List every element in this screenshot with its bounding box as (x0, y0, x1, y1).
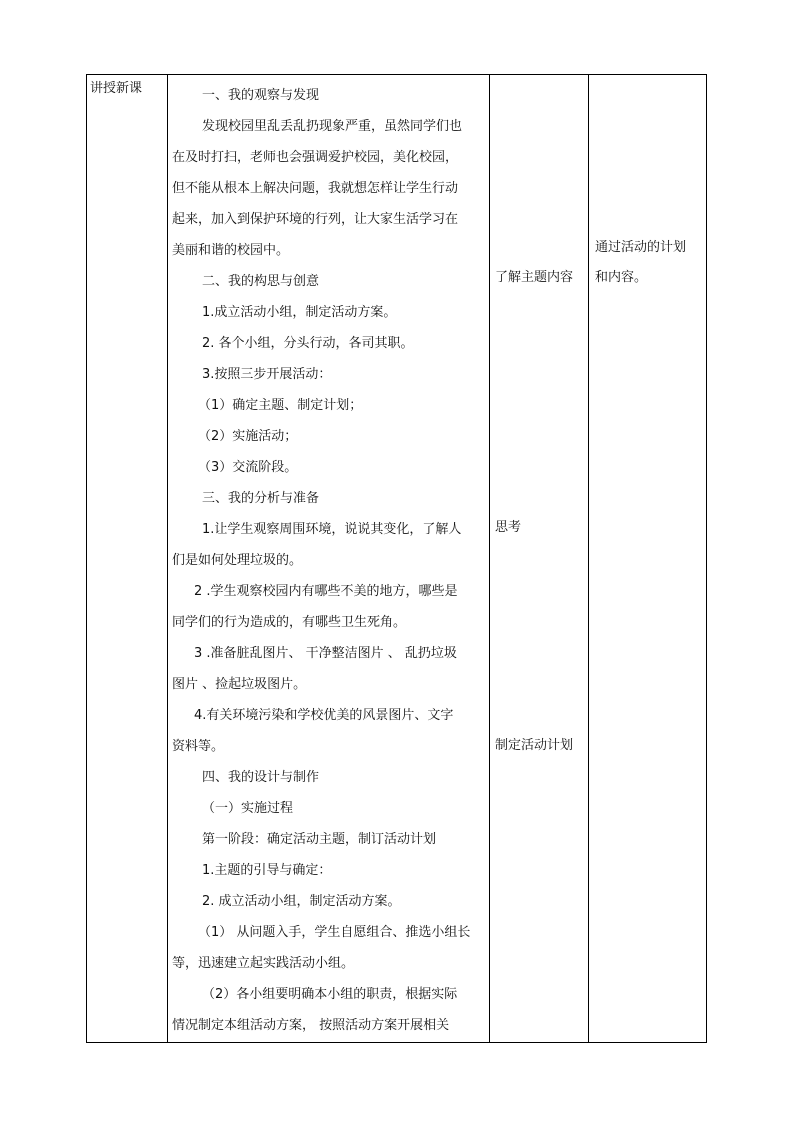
intent-line-1: 通过活动的计划 (595, 240, 687, 255)
table-border-bottom (86, 1042, 707, 1043)
design-item-3-line-1: （1） 从问题入手，学生自愿组合、推选小组长 (198, 925, 471, 940)
idea-item-1: 1.成立活动小组，制定活动方案。 (202, 305, 397, 320)
table-divider-2 (489, 74, 490, 1043)
student-activity-2: 思考 (495, 520, 522, 535)
analysis-3-line-1: 3 .准备脏乱图片、 干净整洁图片 、 乱扔垃圾 (194, 646, 457, 661)
teaching-content-cell (172, 80, 486, 1041)
heading-idea: 二、我的构思与创意 (202, 274, 320, 289)
student-activity-1: 了解主题内容 (495, 270, 574, 285)
analysis-2-line-1: 2 .学生观察校园内有哪些不美的地方，哪些是 (194, 584, 458, 599)
table-divider-3 (588, 74, 589, 1043)
student-activity-3: 制定活动计划 (495, 738, 574, 753)
idea-sub-2: （2）实施活动； (198, 429, 298, 444)
para1-line-3: 但不能从根本上解决问题，我就想怎样让学生行动 (172, 181, 459, 196)
idea-item-3: 3.按照三步开展活动： (202, 367, 332, 382)
para1-line-5: 美丽和谐的校园中。 (172, 243, 290, 258)
idea-sub-3: （3）交流阶段。 (198, 460, 298, 475)
process-heading: （一）实施过程 (202, 801, 294, 816)
table-border-left (86, 74, 87, 1043)
heading-observation: 一、我的观察与发现 (202, 88, 320, 103)
design-item-3-line-2: 等，迅速建立起实践活动小组。 (172, 956, 355, 971)
intent-line-2: 和内容。 (595, 270, 648, 285)
idea-item-2: 2. 各个小组，分头行动，各司其职。 (202, 336, 414, 351)
table-border-top (86, 74, 707, 75)
heading-design: 四、我的设计与制作 (202, 770, 320, 785)
heading-analysis: 三、我的分析与准备 (202, 491, 320, 506)
analysis-4-line-1: 4.有关环境污染和学校优美的风景图片、文字 (194, 708, 454, 723)
design-item-2: 2. 成立活动小组，制定活动方案。 (202, 894, 401, 909)
idea-sub-1: （1）确定主题、制定计划； (198, 398, 363, 413)
analysis-1-line-2: 们是如何处理垃圾的。 (172, 553, 303, 568)
para1-line-4: 起来，加入到保护环境的行列，让大家生活学习在 (172, 212, 459, 227)
para1-line-2: 在及时打扫，老师也会强调爱护校园，美化校园， (172, 150, 459, 165)
analysis-1-line-1: 1.让学生观察周围环境，说说其变化，了解人 (202, 522, 462, 537)
design-item-1: 1.主题的引导与确定： (202, 863, 332, 878)
analysis-3-line-2: 图片 、捡起垃圾图片。 (172, 677, 307, 692)
analysis-4-line-2: 资料等。 (172, 739, 225, 754)
section-label: 讲授新课 (90, 81, 143, 96)
stage-1-title: 第一阶段：确定活动主题，制订活动计划 (202, 832, 437, 847)
analysis-2-line-2: 同学们的行为造成的，有哪些卫生死角。 (172, 615, 407, 630)
section-label-cell (90, 76, 166, 102)
table-border-right (706, 74, 707, 1043)
design-item-4-line-1: （2）各小组要明确本小组的职责，根据实际 (202, 987, 458, 1002)
table-divider-1 (167, 74, 168, 1043)
design-item-4-line-2: 情况制定本组活动方案， 按照活动方案开展相关 (172, 1018, 450, 1033)
para1-line-1: 发现校园里乱丢乱扔现象严重，虽然同学们也 (202, 119, 463, 134)
